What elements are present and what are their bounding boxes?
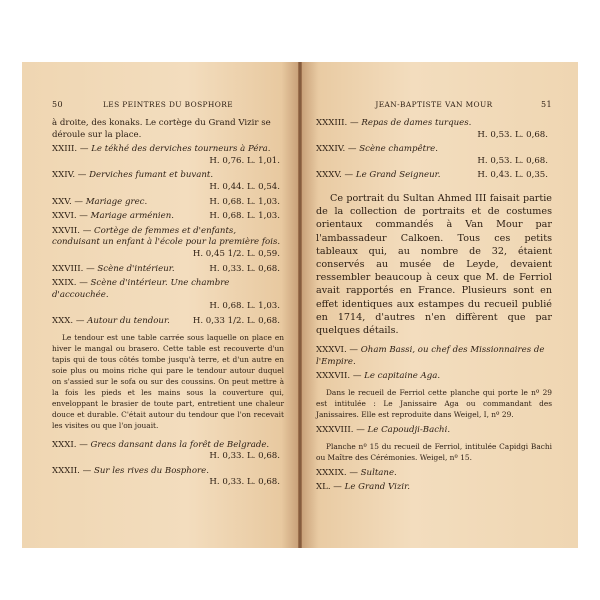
left-running-title: LES PEINTRES DU BOSPHORE [102, 100, 233, 109]
entry-xxxiii: XXXIII. — Repas de dames turques. H. 0,53. L. 0,68. [316, 118, 548, 140]
open-book [22, 62, 578, 548]
right-page [302, 62, 578, 548]
left-running-head [52, 100, 284, 112]
entry-xxxviii: XXXVIII. — Le Capoudji-Bachi. [316, 424, 451, 435]
left-page-number: 50 [52, 100, 63, 109]
note-xxxvii: Dans le recueil de Ferriol cette planche qui porte le nº 29 est intitulée : Le Janissaire Aga ou commandant des Janissaires. Elle est reproduite dans Weigel, I, nº 29. [316, 387, 552, 419]
entry-xxxii: XXXII. — Sur les rives du Bosphore. H. 0,33. L. 0,68. [52, 465, 280, 488]
entry-xxv: XXV. — Mariage grec. H. 0,68. L. 1,03. [52, 196, 280, 207]
tendour-note: Le tendour est une table carrée sous laquelle on place en hiver le mangal ou brasero. Cette table est recouverte d'un tapis qui de tous côtés tombe jusqu'à terre, et d'un autre en soie plus ou moins riche qui pare le tendour autour duquel on s'assied sur le sofa ou sur des coussins. On peut mettre à la fois les pieds et les mains sous la couverture qui, enveloppant le brasier de toute part, entretient une chaleur douce et durable. C'était autour du tendour que l'on recevait les visites ou que l'on jouait. [52, 332, 284, 430]
entry-xxvi: XXVI. — Mariage arménien. H. 0,68. L. 1,03. [52, 211, 280, 222]
left-intro: à droite, des konaks. Le cortège du Grand Vizir se déroule sur la place. [52, 118, 271, 140]
entry-xxxvi: XXXVI. — Oham Bassi, ou chef des Missionnaires de l'Empire. [316, 345, 545, 367]
entry-xxix: XXIX. — Scène d'intérieur. Une chambre d'accouchée. H. 0,68. L. 1,03. [52, 278, 280, 312]
entry-xxxi: XXXI. — Grecs dansant dans la forêt de Belgrade. H. 0,33. L. 0,68. [52, 439, 280, 462]
entry-xxxiv: XXXIV. — Scène champêtre. H. 0,53. L. 0,68. [316, 144, 548, 166]
entry-xxxvii: XXXVII. — Le capitaine Aga. [316, 371, 441, 382]
portrait-paragraph: Ce portrait du Sultan Ahmed III faisait partie de la collection de portraits et de costumes orientaux commandés à Van Mour par l'ambassadeur Calkoen. Tous ces petits tableaux qui, au nombre de 32, étaient conservés au musée de Leyde, devaient ressembler beaucoup à ceux que M. de Ferriol avait rapportés en France. Plusieurs sont en effet identiques aux estampes du recueil publié en 1714, d'autres n'en diffèrent que par quelques détails. [316, 192, 552, 336]
left-page [22, 62, 298, 548]
right-page-number: 51 [541, 100, 552, 109]
entry-xxvii: XXVII. — Cortège de femmes et d'enfants, conduisant un enfant à l'école pour la première fois. H. 0,45 1/2. L. 0,59. [52, 225, 281, 259]
entry-xxxix: XXXIX. — Sultane. [316, 467, 397, 478]
right-running-head [316, 100, 552, 112]
entry-xxx: XXX. — Autour du tendour. H. 0,33 1/2. L. 0,68. [52, 315, 280, 326]
entry-xxiv: XXIV. — Derviches fumant et buvant. H. 0,44. L. 0,54. [52, 170, 280, 192]
entry-xxxv: XXXV. — Le Grand Seigneur. H. 0,43. L. 0,35. [316, 170, 548, 181]
entry-xxiii: XXIII. — Le tékhé des derviches tourneurs à Péra. H. 0,76. L. 1,01. [52, 144, 280, 166]
entry-xxviii: XXVIII. — Scène d'intérieur. H. 0,33. L. 0,68. [52, 263, 280, 274]
note-xxxviii: Planche nº 15 du recueil de Ferriol, intitulée Capidgi Bachi ou Maître des Cérémonies. Weigel, nº 15. [316, 441, 552, 462]
right-running-title: JEAN-BAPTISTE VAN MOUR [375, 100, 493, 109]
entry-xl: XL. — Le Grand Vizir. [316, 482, 410, 493]
